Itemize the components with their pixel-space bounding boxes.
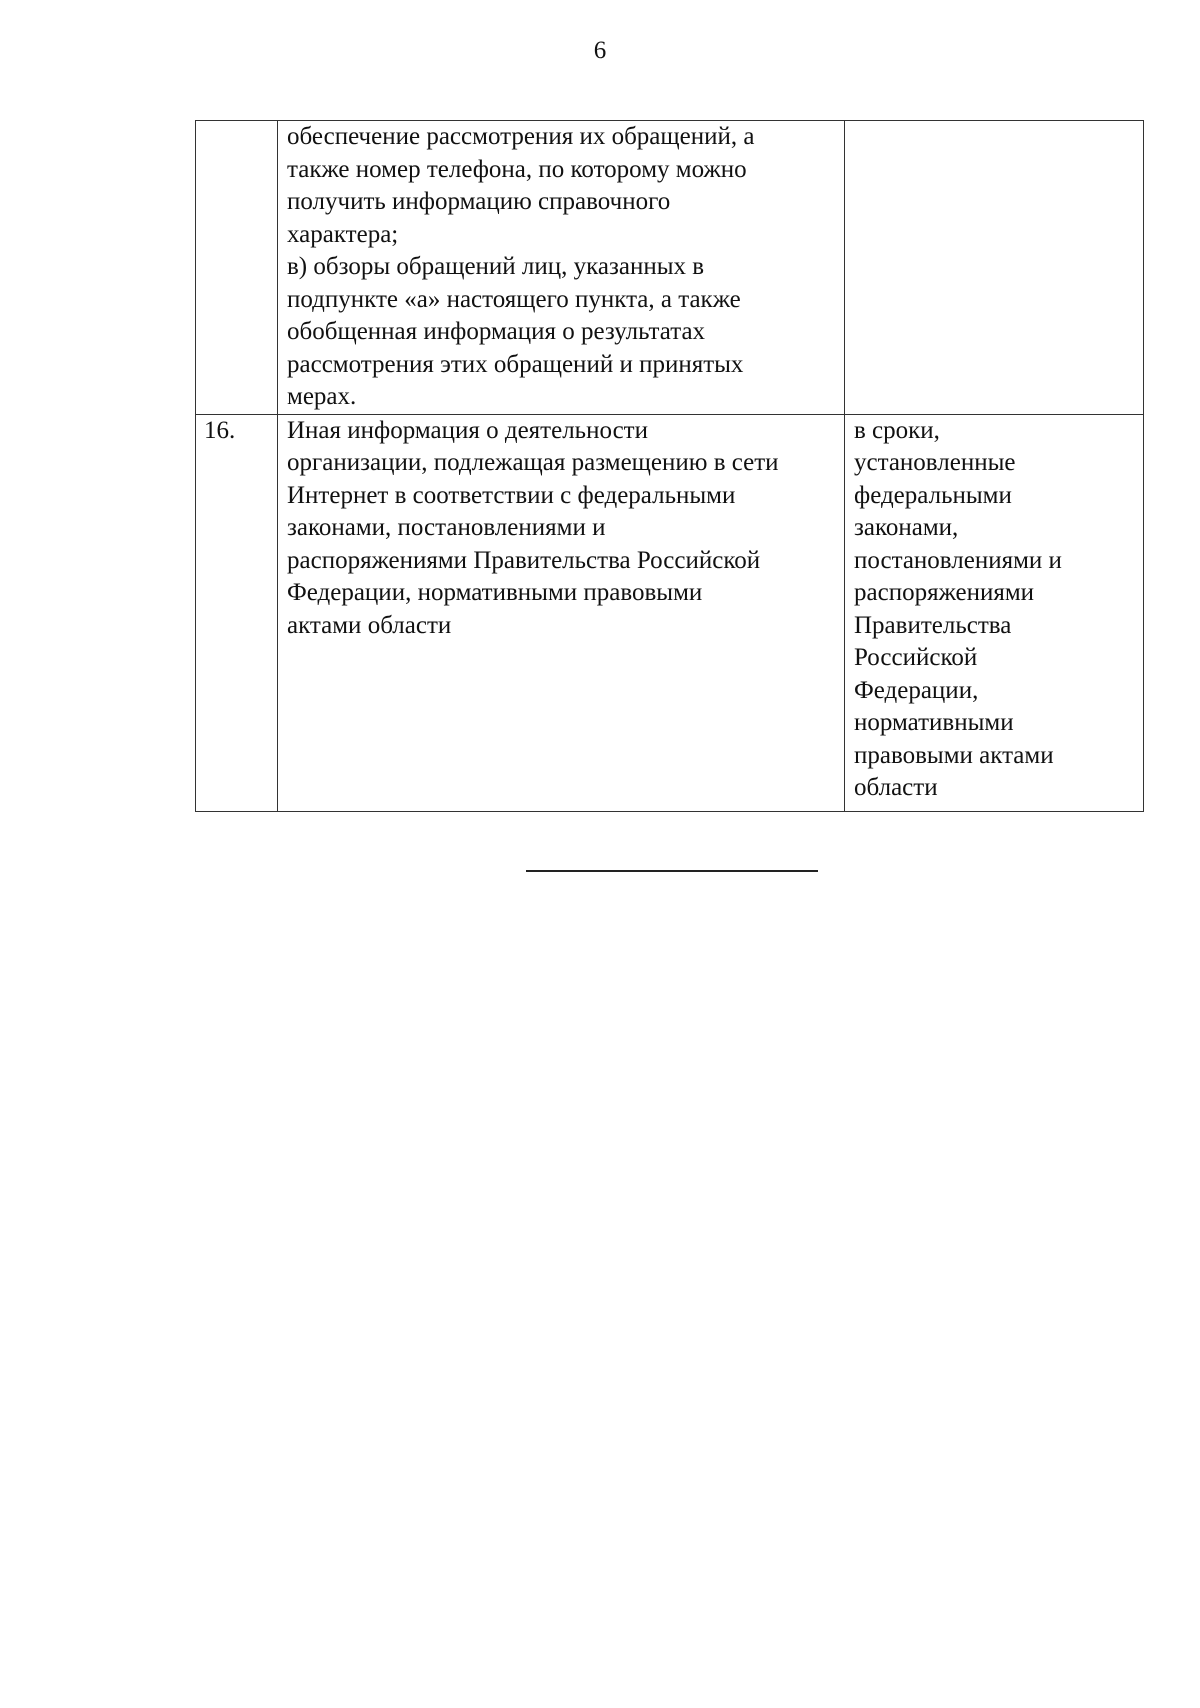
description-line: мерах. (287, 383, 357, 410)
description-line: Иная информация о деятельности (287, 416, 648, 444)
description-line: также номер телефона, по которому можно (287, 155, 747, 183)
description-line: Федерации, нормативными правовыми (287, 579, 703, 606)
description-line: организации, подлежащая размещению в сети (287, 449, 779, 476)
description-line: распоряжениями Правительства Российской (287, 546, 761, 574)
term-line: Федерации, (854, 676, 979, 704)
term-line: Правительства (854, 611, 1012, 639)
description-line: в) обзоры обращений лиц, указанных в (287, 253, 705, 280)
item-number-cell (196, 121, 278, 415)
description-line: актами области (287, 611, 452, 639)
item-description-cell (278, 121, 845, 415)
description-line: Интернет в соответствии с федеральными (287, 481, 736, 509)
page-number: 6 (593, 37, 607, 64)
description-line: обобщенная информация о результатах (287, 318, 706, 345)
item-number-cell: 16. (196, 414, 278, 811)
term-line: федеральными (854, 481, 1012, 509)
term-line: установленные (854, 449, 1016, 476)
term-line: нормативными (854, 709, 1014, 736)
term-line: постановлениями и (854, 546, 1062, 574)
description-line: подпункте «а» настоящего пункта, а также (287, 285, 741, 313)
description-line: рассмотрения этих обращений и принятых (287, 350, 744, 378)
item-term-cell (845, 121, 1144, 415)
term-line: области (854, 774, 938, 801)
description-line: обеспечение рассмотрения их обращений, а (287, 123, 755, 150)
term-line: в сроки, (854, 416, 940, 444)
description-line: законами, постановлениями и (287, 514, 606, 541)
information-table (195, 120, 1144, 812)
description-line: получить информацию справочного (287, 188, 671, 215)
term-line: Российской (854, 644, 978, 671)
term-line: правовыми актами (854, 741, 1054, 769)
term-line: законами, (854, 514, 959, 541)
term-line: распоряжениями (854, 579, 1035, 606)
table-row (196, 414, 1144, 811)
end-separator-line (526, 870, 818, 872)
description-line: характера; (287, 220, 399, 248)
item-term-cell (845, 414, 1144, 811)
item-description-cell (278, 414, 845, 811)
table-row (196, 121, 1144, 415)
